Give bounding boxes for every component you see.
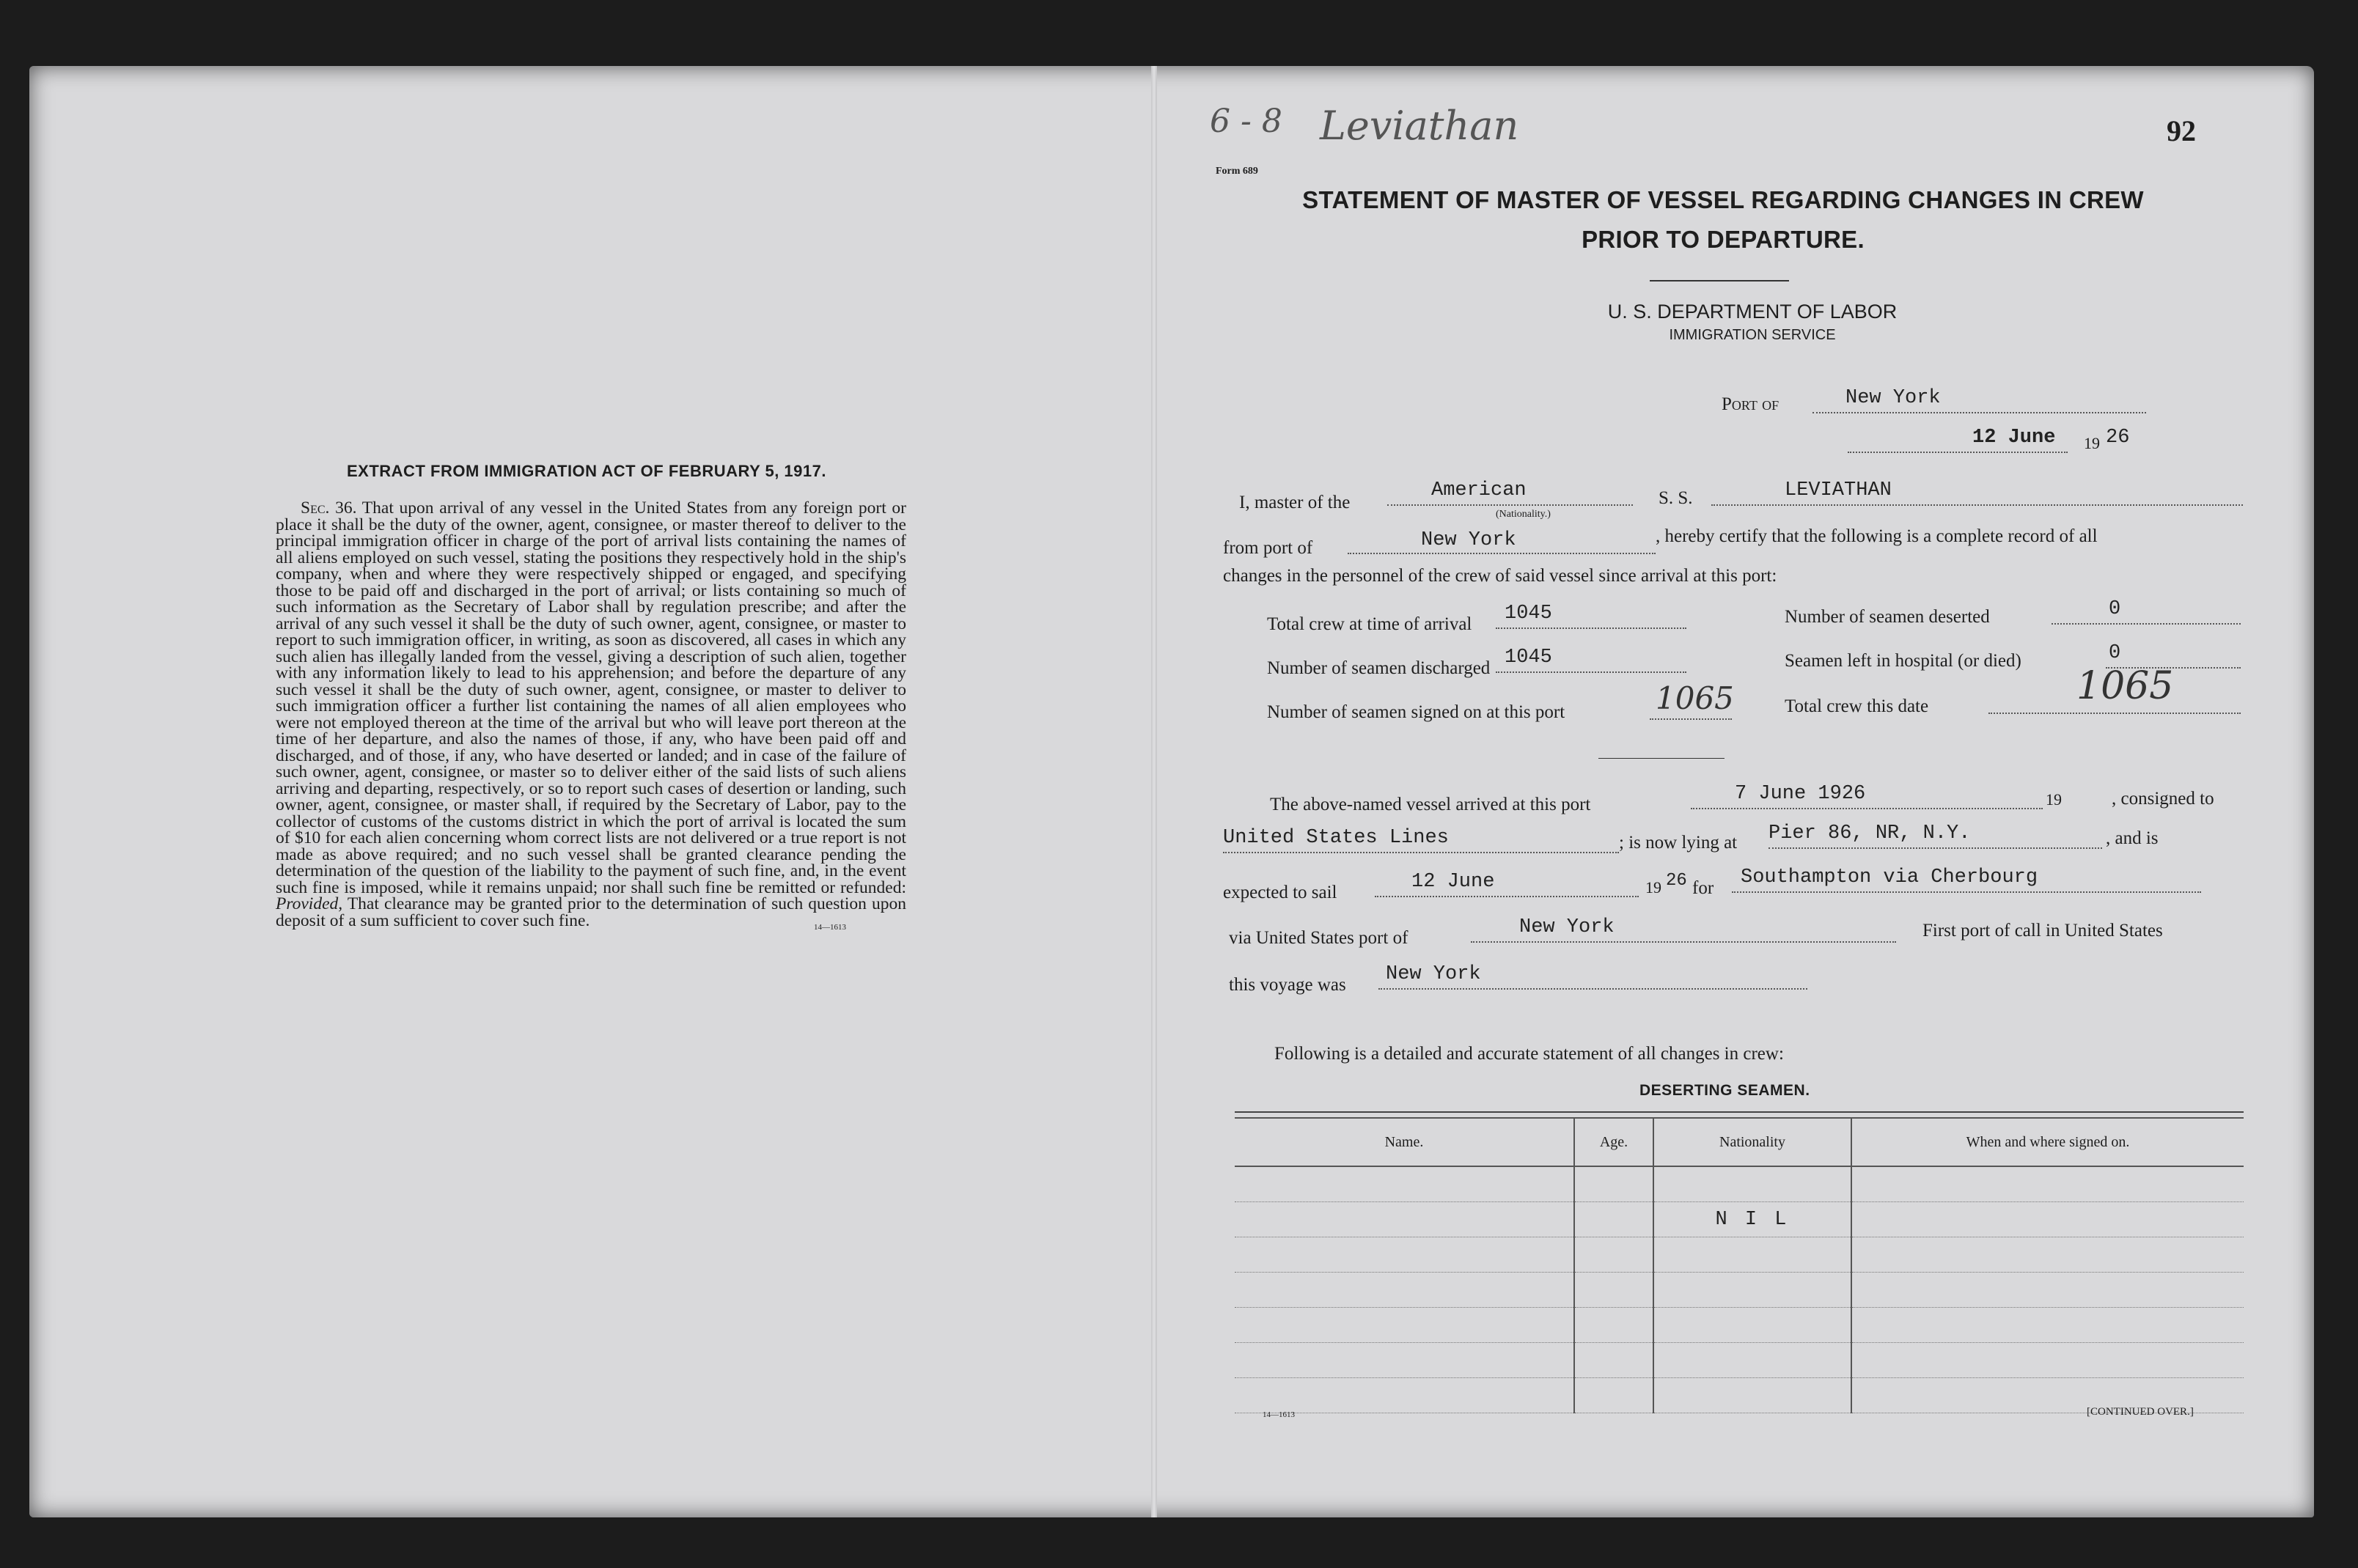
table-row	[1235, 1166, 2244, 1202]
total-crew-arrival-value: 1045	[1505, 603, 1552, 625]
consignee-value: United States Lines	[1223, 827, 1449, 849]
nil-entry: N I L	[1715, 1208, 1790, 1231]
sail-year-prefix: 19	[1645, 878, 1661, 897]
table-row	[1235, 1343, 2244, 1378]
from-port-label: from port of	[1223, 538, 1313, 558]
certify-text-2: changes in the personnel of the crew of said vessel since arrival at this port:	[1223, 566, 1777, 586]
from-port-field	[1348, 531, 1656, 554]
master-label: I, master of the	[1239, 493, 1351, 512]
for-label: for	[1692, 878, 1714, 898]
lying-value: Pier 86, NR, N.Y.	[1768, 822, 1971, 844]
nationality-caption: (Nationality.)	[1496, 509, 1551, 520]
following-text: Following is a detailed and accurate statement of all changes in crew:	[1274, 1044, 1784, 1064]
discharged-value: 1045	[1505, 647, 1552, 669]
voyage-label: this voyage was	[1229, 975, 1346, 995]
form-title-line2: PRIOR TO DEPARTURE.	[1582, 226, 1865, 253]
col-nationality: Nationality	[1653, 1118, 1851, 1166]
col-name: Name.	[1235, 1118, 1574, 1166]
table-row	[1235, 1273, 2244, 1308]
col-when-where: When and where signed on.	[1851, 1118, 2244, 1166]
total-crew-date-field	[1988, 664, 2241, 714]
certify-text: , hereby certify that the following is a complete record of all	[1656, 526, 2098, 546]
table-header-row	[1235, 1118, 2244, 1166]
table-top-rule	[1235, 1111, 2244, 1116]
form-title-line1: STATEMENT OF MASTER OF VESSEL REGARDING CHANGES IN CREW	[1302, 186, 2144, 213]
section-label: Sec. 36.	[301, 498, 357, 518]
deserted-label: Number of seamen deserted	[1785, 607, 1990, 627]
and-is-text: , and is	[2106, 828, 2159, 848]
date-field	[1848, 427, 2068, 453]
port-value: New York	[1845, 387, 1941, 409]
table-title: DESERTING SEAMEN.	[1639, 1082, 1810, 1099]
sail-date-value: 12 June	[1411, 871, 1495, 893]
table-row	[1235, 1237, 2244, 1273]
destination-value: Southampton via Cherbourg	[1741, 866, 2038, 888]
destination-field	[1732, 866, 2201, 893]
table-row	[1235, 1308, 2244, 1343]
voyage-value: New York	[1386, 963, 1481, 985]
continued-over: [CONTINUED OVER.]	[2087, 1406, 2194, 1418]
extract-body	[276, 500, 906, 929]
port-label: Port of	[1722, 394, 1779, 414]
extract-print-code: 14—1613	[814, 923, 846, 932]
voyage-field	[1378, 963, 1807, 990]
lying-label: ; is now lying at	[1619, 833, 1738, 853]
col-age: Age.	[1574, 1118, 1653, 1166]
signed-on-label: Number of seamen signed on at this port	[1267, 702, 1565, 722]
hospital-value: 0	[2109, 642, 2121, 664]
via-label: via United States port of	[1229, 928, 1408, 948]
from-port-value: New York	[1421, 529, 1516, 551]
via-field	[1471, 916, 1896, 943]
page-number: 92	[2167, 114, 2196, 147]
lying-field	[1768, 822, 2102, 849]
year-value: 26	[2106, 427, 2130, 449]
expected-label: expected to sail	[1223, 883, 1337, 902]
extract-title: EXTRACT FROM IMMIGRATION ACT OF FEBRUARY 5, 1917.	[347, 462, 826, 480]
total-crew-arrival-field	[1496, 603, 1686, 629]
total-crew-date-label: Total crew this date	[1785, 696, 1929, 716]
port-field	[1812, 387, 2146, 413]
department-name: U. S. DEPARTMENT OF LABOR	[1607, 301, 1898, 323]
discharged-field	[1496, 649, 1686, 673]
extract-section	[264, 462, 909, 932]
arrived-label: The above-named vessel arrived at this port	[1270, 795, 1591, 814]
signed-on-field	[1650, 680, 1734, 720]
hospital-label: Seamen left in hospital (or died)	[1785, 651, 2021, 671]
service-name: IMMIGRATION SERVICE	[1669, 327, 1836, 343]
footer-print-code: 14—1613	[1263, 1410, 1295, 1419]
form-page	[1210, 0, 2251, 1568]
extract-text-part1: That upon arrival of any vessel in the United States from any foreign port or place it shall be the duty of the owner, agent, consignee, or master thereof to deliver to the principal immigration officer in charge of the port of arrival lists containing the names of all aliens employed on such vessel, stating the positions they respectively hold in the ship's company, when and where they were respectively shipped or engaged, and specifying those to be paid off and discharged in the port of arrival; or lists containing so much of such information as the Secretary of Labor shall by regulation prescribe; and after the arrival of any such vessel it shall be the duty of such owner, agent, consignee, or master to report to such immigration officer, in writing, as soon as discovered, all cases in which any such alien has illegally landed from the vessel, giving a description of such alien, together with any information likely to lead to his apprehension; and before the departure of any such vessel it shall be the duty of such owner, agent, consignee, or master to deliver to such immigration officer a further list containing the names of all alien employees who were not employed thereon at the time of the arrival but who will leave port thereon at the time of her departure, and also the names of those, if any, who have been paid off and discharged, and of those, if any, who have deserted or landed; and in case of the failure of such owner, agent, consignee, or master so to deliver either of the said lists of such aliens arriving and departing, respectively, or so to report such cases of desertion or landing, such owner, agent, consignee, or master shall, if required by the Secretary of Labor, pay to the collector of customs of the customs district in which the port of arrival is located the sum of $10 for each alien concerning whom correct lists are not delivered or a true report is not made as above required; and no such vessel shall be granted clearance pending the determination of the question of the liability to the payment of such fine, and, in the event such fine is imposed, while it remains unpaid; nor shall such fine be remitted or refunded:	[276, 498, 907, 897]
arrived-year-prefix: 19	[2046, 790, 2062, 809]
extract-text-part2: That clearance may be granted prior to the determination of such question upon deposit of a sum sufficient to cover such fine.	[276, 894, 907, 930]
handwritten-number: 6 - 8	[1210, 103, 1282, 140]
sail-year-value: 26	[1666, 871, 1687, 891]
via-value: New York	[1519, 916, 1615, 938]
nationality-field	[1387, 479, 1633, 506]
first-port-label: First port of call in United States	[1922, 921, 2163, 941]
table-row	[1235, 1202, 2244, 1237]
section-rule	[1598, 758, 1725, 759]
arrived-value: 7 June 1926	[1735, 783, 1866, 805]
sail-date-field	[1375, 871, 1639, 897]
date-value: 12 June	[1972, 427, 2056, 449]
arrived-field	[1691, 783, 2043, 809]
signed-on-value: 1065	[1656, 680, 1734, 716]
provided-word: Provided,	[276, 894, 343, 913]
year-prefix: 19	[2084, 434, 2100, 452]
ship-name-value: LEVIATHAN	[1785, 479, 1892, 501]
handwritten-ship-name: Leviathan	[1320, 103, 1519, 149]
consignee-field	[1223, 827, 1619, 853]
title-rule	[1650, 280, 1789, 281]
ship-name-field	[1711, 479, 2243, 506]
deserted-value: 0	[2109, 598, 2121, 620]
deserted-field	[2052, 598, 2241, 625]
discharged-label: Number of seamen discharged	[1267, 658, 1491, 678]
page-fold	[1151, 66, 1157, 1517]
form-label: Form 689	[1216, 166, 1258, 177]
ss-label: S. S.	[1659, 488, 1693, 508]
total-crew-arrival-label: Total crew at time of arrival	[1267, 614, 1472, 634]
consigned-label: , consigned to	[2112, 789, 2214, 809]
nationality-value: American	[1431, 479, 1527, 501]
deserting-seamen-table	[1235, 1117, 2244, 1413]
total-crew-date-value: 1065	[2076, 664, 2174, 708]
